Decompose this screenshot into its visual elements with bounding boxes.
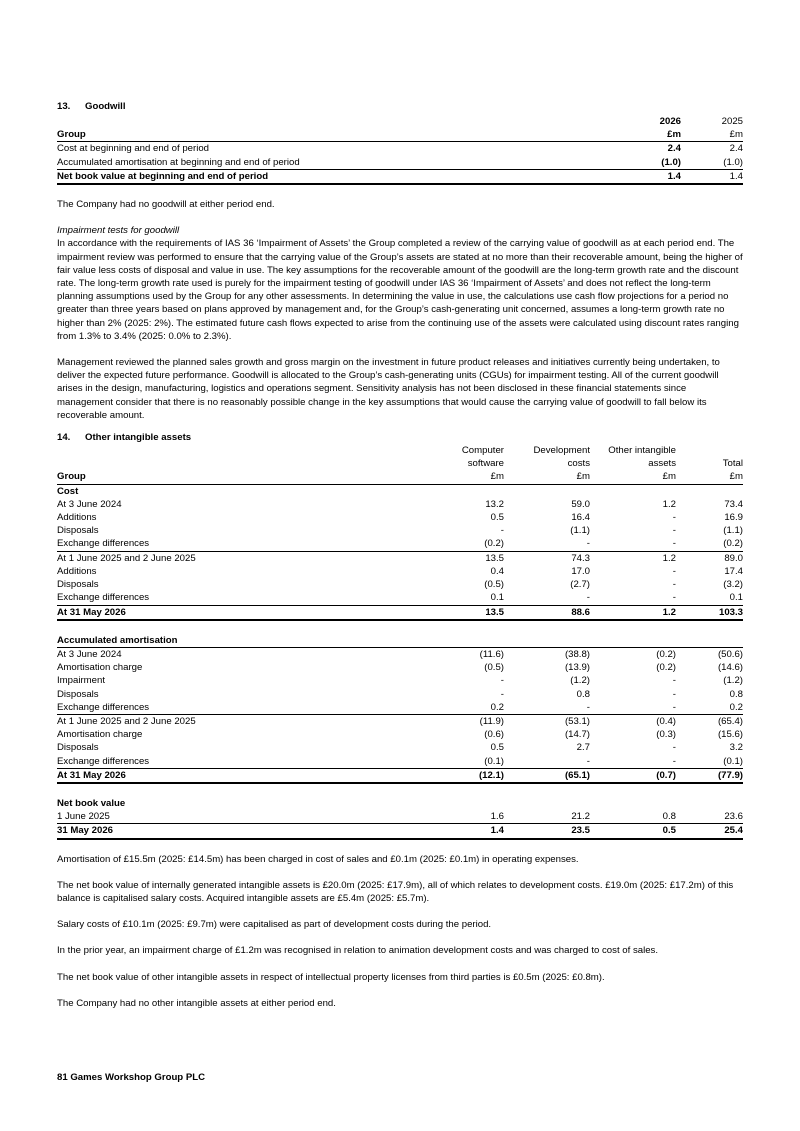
nbv-heading: Net book value (57, 797, 126, 809)
column-header: software (467, 458, 504, 470)
intangibles-table (57, 444, 743, 839)
spacer-row (57, 783, 743, 797)
column-header: £m (504, 470, 590, 484)
note-paragraph: The net book value of internally generated intangible assets is £20.0m (2025: £17.9m), all of which relates to development costs. £19.0m (2025: £17.2m) of this balance is capitalised salary costs. Acquired intangible assets are £5.4m (2025: £5.7m). (57, 879, 734, 904)
column-header: costs (567, 458, 590, 470)
table-row: Disposals - (1.1) - (1.1) (57, 525, 743, 537)
goodwill-company-note: The Company had no goodwill at either period end. (57, 199, 275, 211)
table-row: Amortisation charge (0.6) (14.7) (0.3) (15.6) (57, 729, 743, 741)
impairment-paragraph: In accordance with the requirements of IAS 36 ‘Impairment of Assets’ the Group completed a review of the carrying value of goodwill as at each period end. The impairment review was performed to ensure that the carrying value of the Group’s assets are stated at no more than their recoverable amount, being the higher of fair value less costs of disposal and value in use. The key assumptions for the recoverable amount of the goodwill are the long-term growth rate and the discount rate. The long-term growth rate used is purely for the impairment testing of goodwill under IAS 36 ‘Impairment of Assets’ and does not reflect the long-term planning assumptions used by the Group for any other assessments. In determining the value in use, the calculations use cash flow projections for a period no greater than three years based on plans approved by management and, for the Group’s cash-generating unit concerned, assumes a long-term growth rate no higher than 2% (2025: 2%). The estimated future cash flows expected to arise from the continuing use of the assets were calculated using discount rates ranging from 1.3% to 3.4% (2025: 0.0% to 2.3%). (57, 238, 743, 342)
table-row: Exchange differences (0.2) - - (0.2) (57, 538, 743, 550)
table-row: At 3 June 2024 13.2 59.0 1.2 73.4 (57, 498, 743, 510)
goodwill-heading: 13. Goodwill (57, 101, 126, 112)
table-row: Amortisation charge (0.5) (13.9) (0.2) (14.6) (57, 662, 743, 674)
table-row: At 1 June 2025 and 2 June 2025 (11.9) (53.1) (0.4) (65.4) (57, 715, 743, 727)
intangibles-group-label: Group (57, 470, 437, 484)
column-header: assets (648, 458, 676, 470)
note-paragraph: Salary costs of £10.1m (2025: £9.7m) were capitalised as part of development costs during the period. (57, 919, 492, 931)
table-header-row (57, 457, 743, 470)
table-row: Exchange differences (0.1) - - (0.1) (57, 755, 743, 767)
table-row: Exchange differences 0.2 - - 0.2 (57, 701, 743, 713)
intangibles-heading: 14. Other intangible assets (57, 432, 192, 444)
amortisation-heading: Accumulated amortisation (57, 634, 743, 648)
spacer-row (57, 620, 743, 634)
table-row: At 1 June 2025 and 2 June 2025 13.5 74.3 1.2 89.0 (57, 552, 743, 564)
management-paragraph: Management reviewed the planned sales growth and gross margin on the investment in future product releases and initiatives currently being undertaken, to deliver the expected future performance. Goodwill is allocated to the Group’s cash-generating units (CGUs) for impairment testing. All of the current goodwill arises in the design, manufacturing, logistics and operations segment. Sensitivity analysis has not been disclosed in these financial statements since management consider that there is no reasonably possible change in the key assumptions that would cause the carrying value of goodwill to fall below its recoverable amount. (57, 357, 720, 421)
note-paragraph: The net book value of other intangible assets in respect of intellectual property licenses from third parties is £0.5m (2025: £0.8m). (57, 971, 605, 983)
table-header-row (57, 444, 743, 457)
column-header: £m (676, 470, 743, 484)
column-header: Computer (461, 445, 504, 457)
table-row: Cost at beginning and end of period 2.4 2.4 (57, 143, 743, 155)
table-row: Net book value at beginning and end of period 1.4 1.4 (57, 169, 743, 184)
impairment-heading: Impairment tests for goodwill (57, 225, 180, 237)
goodwill-group-label: Group (57, 128, 615, 142)
column-header: £m (590, 470, 676, 484)
table-row: Accumulated amortisation at beginning and end of period (1.0) (1.0) (57, 156, 743, 168)
note-paragraph: The Company had no other intangible assets at either period end. (57, 997, 336, 1009)
table-header-row (57, 470, 743, 484)
table-row: Exchange differences 0.1 - - 0.1 (57, 592, 743, 604)
column-header: £m (437, 470, 504, 484)
column-header: Total (722, 458, 743, 470)
goodwill-year-2025: 2025 (721, 116, 743, 127)
table-row: Disposals 0.5 2.7 - 3.2 (57, 742, 743, 754)
table-row: Disposals - 0.8 - 0.8 (57, 688, 743, 700)
intangibles-notes (57, 853, 743, 1010)
table-row: Impairment - (1.2) - (1.2) (57, 675, 743, 687)
note-paragraph: Amortisation of £15.5m (2025: £14.5m) has been charged in cost of sales and £0.1m (2025: £0.1m) in operating expenses. (57, 853, 579, 865)
page-content (57, 100, 743, 1010)
note-paragraph: In the prior year, an impairment charge of £1.2m was recognised in relation to animation development costs and was charged to cost of sales. (57, 945, 659, 957)
table-row: Additions 0.5 16.4 - 16.9 (57, 512, 743, 524)
column-header: Other intangible (608, 445, 676, 457)
column-header: Development (533, 445, 590, 457)
table-row: 31 May 2026 1.4 23.5 0.5 25.4 (57, 824, 743, 839)
goodwill-year-2026: 2026 (659, 116, 681, 127)
cost-heading: Cost (57, 485, 79, 497)
table-row: 1 June 2025 1.6 21.2 0.8 23.6 (57, 811, 743, 823)
goodwill-table: 2026 2025 Group £m £m Cost at beginning and end of period 2.4 2.4 Accumulated amortisation at beginning and end of period (1.0) (1.0) Net book value at beginning and end of period 1.4 1.4 (57, 115, 743, 185)
table-row: At 31 May 2026 (12.1) (65.1) (0.7) (77.9) (57, 768, 743, 783)
table-row: Disposals (0.5) (2.7) - (3.2) (57, 579, 743, 591)
table-row: At 3 June 2024 (11.6) (38.8) (0.2) (50.6) (57, 648, 743, 660)
column-header (676, 444, 743, 457)
page-footer: 81 Games Workshop Group PLC (57, 1072, 206, 1083)
table-row: At 31 May 2026 13.5 88.6 1.2 103.3 (57, 605, 743, 620)
table-row: Additions 0.4 17.0 - 17.4 (57, 565, 743, 577)
